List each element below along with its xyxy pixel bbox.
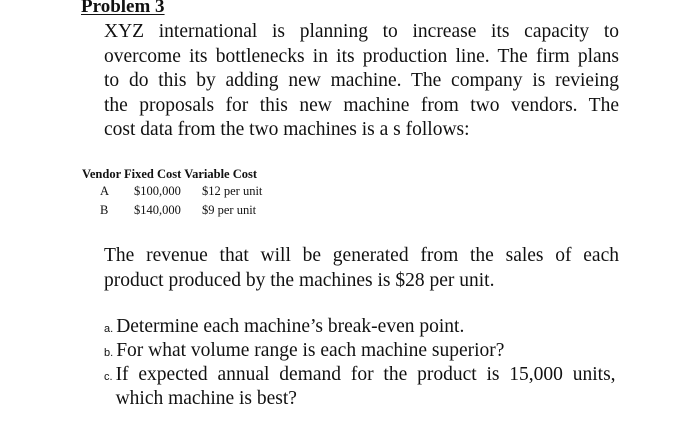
- intro-line: XYZ international is planning to increase its capacity to: [104, 21, 619, 42]
- table-row: [82, 201, 257, 220]
- intro-line: to do this by adding new machine. The company is revieing: [104, 70, 619, 91]
- intro-line: cost data from the two machines is a s follows:: [104, 119, 470, 140]
- question-c: [104, 363, 616, 410]
- intro-paragraph: [104, 20, 619, 143]
- variable-cost-cell: $9 per unit: [202, 203, 257, 217]
- fixed-cost-cell: $100,000: [134, 184, 181, 198]
- problem-title: Problem 3: [81, 0, 165, 17]
- question-text: [116, 363, 616, 410]
- question-marker: c.: [104, 371, 113, 383]
- fixed-cost-cell: $140,000: [134, 203, 181, 217]
- variable-cost-cell: $12 per unit: [202, 184, 263, 198]
- revenue-line: The revenue that will be generated from the sales of each: [104, 245, 619, 266]
- cost-table: [82, 166, 263, 220]
- question-text: Determine each machine’s break-even point.: [116, 316, 465, 337]
- vendor-cell: A: [100, 184, 110, 198]
- intro-line: overcome its bottlenecks in its production line. The firm plans: [104, 45, 619, 67]
- revenue-paragraph: [104, 244, 619, 293]
- vendor-cell: B: [100, 203, 109, 217]
- cost-table-header: Vendor Fixed Cost Variable Cost: [82, 167, 258, 181]
- question-a: [104, 315, 464, 342]
- question-marker: a.: [104, 323, 114, 335]
- question-line: If expected annual demand for the product is 15,000 units,: [115, 364, 616, 385]
- intro-line: the proposals for this new machine from two vendors. The: [104, 94, 619, 116]
- table-row: [82, 182, 263, 201]
- question-text: For what volume range is each machine superior?: [116, 340, 505, 361]
- question-b: [104, 339, 504, 366]
- revenue-line: product produced by the machines is $28 per unit.: [104, 269, 495, 291]
- question-marker: b.: [104, 347, 114, 359]
- question-line: which machine is best?: [115, 387, 297, 409]
